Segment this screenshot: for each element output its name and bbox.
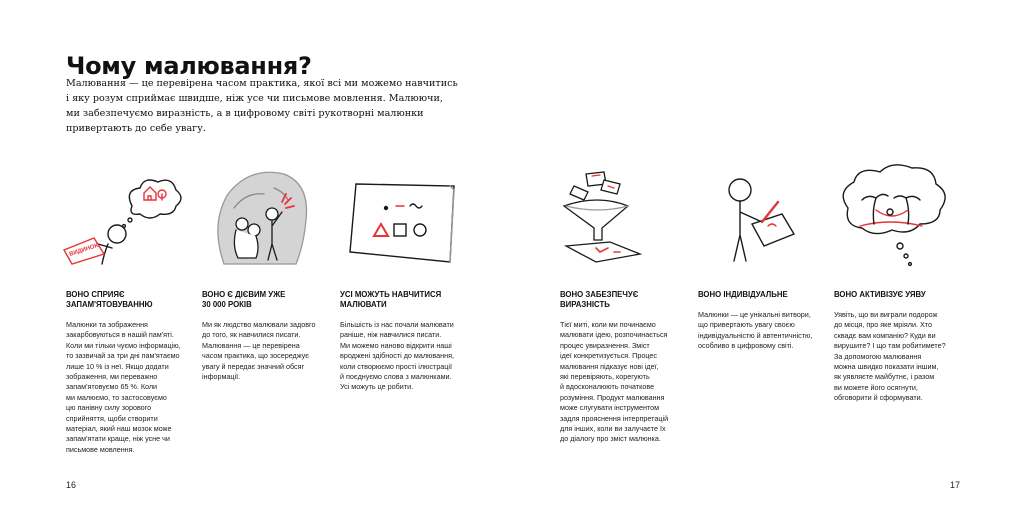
column-body: Уявіть, що ви виграли подорож до місця, про яке мріяли. Хто сквадє вам компанію? Куди ви вирушите? І що там робитимете? За допомогою малювання можна швидко показати іншим, як уявляєте майбутнє, і разом ви можете його осягнути, обговорити й сформувати. [834,310,946,403]
idea-note-3 [570,186,588,200]
column-heading: ВОНО СПРИЯЄ ЗАПАМ'ЯТОВУВАННЮ [66,290,153,309]
red-sign-icon [64,238,104,264]
painter-icon [266,208,278,220]
drawer-head-icon [729,179,751,201]
tree-icon [158,190,166,200]
drawing-sheet [752,214,794,246]
dream-cloud-icon [843,165,945,234]
column-body: Малюнки — це унікальні витвори, що привертають увагу своєю індивідуальністю й автентичністю, особливо в цифровому світі. [698,310,813,351]
column-memory [66,290,184,455]
column-individual [698,290,824,352]
column-body: Малюнки та зображення закарбовуються в нашій пам'яті. Коли ми тільки чуємо інформацію, то зазвичай за три дні пам'ятаємо лише 10 % із неї. Якщо додати зображення, ми переважно запам'ятовуємо 65 %. Коли ми малюємо, то застосовуємо цю панівну силу зорового сприйняття, щоби створити матеріал, який наш мозок може запам'ятати краще, ніж усне чи письмове мовлення. [66,320,181,454]
column-history [202,290,324,382]
page-number-right: 17 [950,480,961,490]
column-heading: ВОНО ЗАБЕЗПЕЧУЄ ВИРАЗНІСТЬ [560,290,639,309]
cave-shape [218,172,307,264]
column-expressiveness [560,290,682,445]
cave-person-icon [236,218,248,230]
imagination-illustration [834,166,950,270]
paper-sheet [350,184,454,262]
column-heading: ВОНО Є ДІЄВИМ УЖЕ 30 000 РОКІВ [202,290,286,309]
column-everyone [340,290,472,393]
intro-text: Малювання — це перевірена часом практика, якої всі ми можемо навчитись і яку розум сприймає швидше, ніж усе чи письмове мовлення. Малюючи, ми забезпечуємо виразність, а в цифровому світі рукотворні малюнки привертають до себе увагу. [66,78,458,134]
individual-illustration [712,172,796,268]
house-icon [144,187,156,200]
sign-label: ВИДИНОК [68,242,100,258]
column-body: Більшість із нас почали малювати раніше, ніж навчилися писати. Ми можемо наново відкрити наші вроджені здібності до малювання, коли створюємо прості ілюстрації й поєднуємо слова з малюнками. Усі можуть це робити. [340,320,454,392]
column-body: Ми як людство малювали задовго до того, як навчилися писати. Малювання — це перевірена часом практика, що зосереджує увагу й передає значний обсяг інформації. [202,320,316,382]
column-imagination [834,290,962,404]
column-heading: ВОНО ІНДИВІДУАЛЬНЕ [698,290,788,299]
column-body: Тієї миті, коли ми починаємо малювати ідею, розпочинається процес увиразнення. Зміст ідеї конкретизується. Процес малювання підказує нові ідеї, які перевіряють, корегують й вдосконалюють початкове розуміння. Продукт малювання може слугувати інструментом задля прояснення інтерпретацій для інших, коли ви залучаєте їх до діалогу про зміст малюнка. [560,320,669,444]
cave-illustration [212,168,308,268]
column-heading: ВОНО АКТИВІЗУЄ УЯВУ [834,290,926,299]
intro-paragraph [66,76,466,136]
thought-bubble-icon [129,180,181,218]
page-number-left: 16 [66,480,77,490]
funnel-icon [564,200,628,240]
output-paper [566,242,640,262]
page-title: Чому малювання? [66,52,312,81]
person-head-icon [108,225,126,243]
column-heading: УСІ МОЖУТЬ НАВЧИТИСЯ МАЛЮВАТИ [340,290,442,309]
memory-illustration [62,170,182,270]
shapes-illustration [346,172,456,264]
funnel-illustration [556,168,652,268]
